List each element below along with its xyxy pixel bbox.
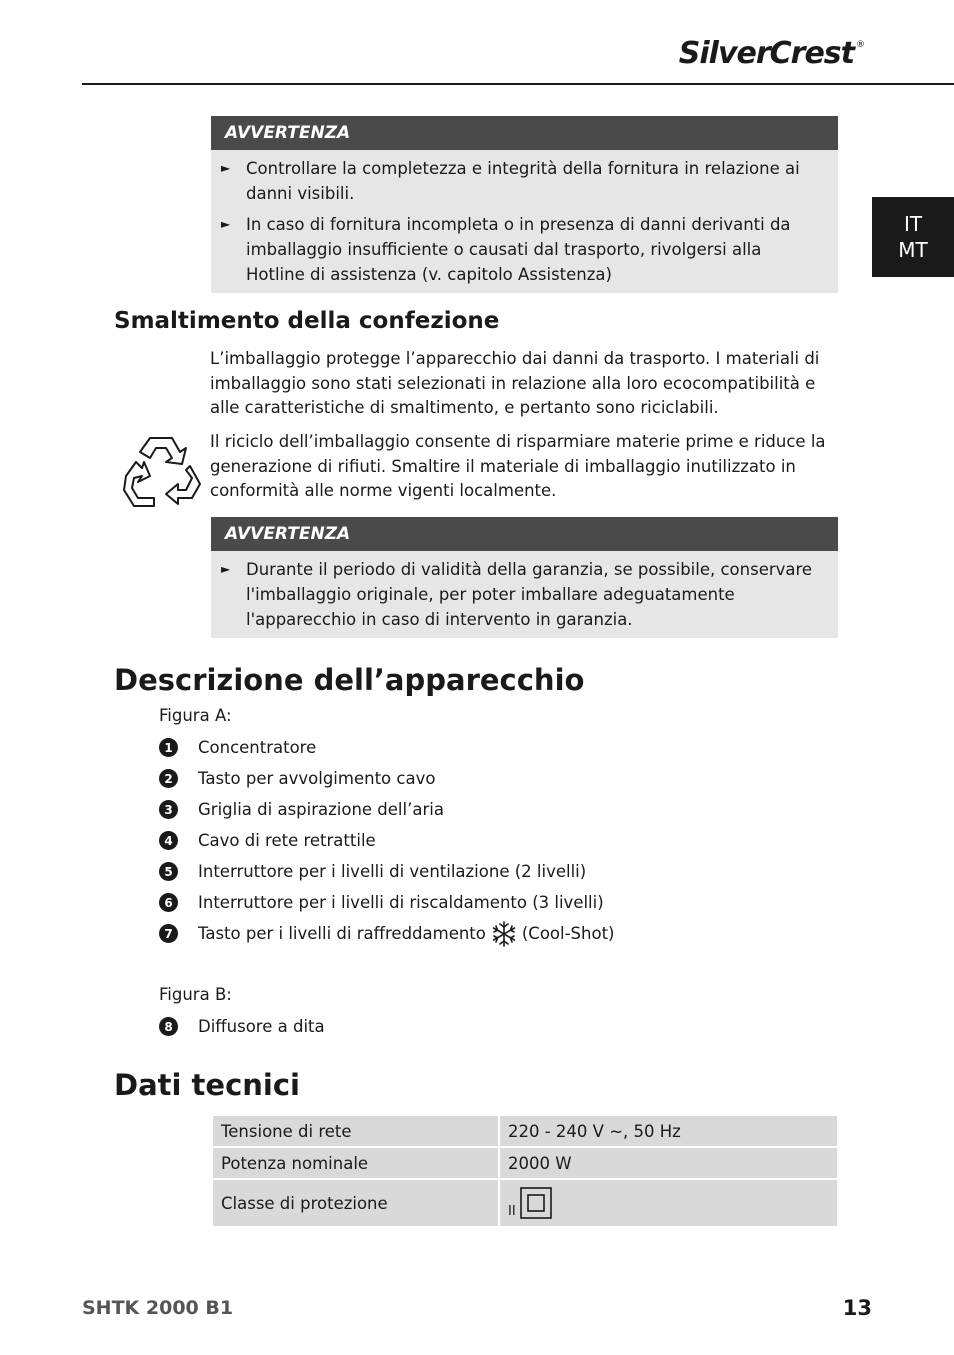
parts-list-a (159, 732, 615, 949)
tech-data-table (211, 1114, 839, 1228)
number-badge: 6 (159, 893, 178, 912)
section-heading-tech: Dati tecnici (114, 1068, 300, 1102)
warning-title: AVVERTENZA (211, 116, 838, 150)
footer-model-number: SHTK 2000 B1 (82, 1297, 234, 1319)
number-badge: 1 (159, 738, 178, 757)
warning-box-warranty (211, 517, 838, 638)
snowflake-icon (491, 921, 517, 947)
table-cell-value (499, 1179, 838, 1227)
language-tab[interactable] (872, 197, 954, 277)
parts-list-b (159, 1011, 325, 1042)
brand-logo: SilverCrest ® (678, 36, 864, 71)
number-badge: 2 (159, 769, 178, 788)
table-cell-value: 220 - 240 V ~, 50 Hz (499, 1115, 838, 1147)
list-item: 6 Interruttore per i livelli di riscaldamento (3 livelli) (159, 887, 615, 918)
arrow-icon: ► (221, 217, 231, 231)
lang-it: IT (903, 212, 923, 236)
list-item: 8 Diffusore a dita (159, 1011, 325, 1042)
list-item: 7 Tasto per i livelli di raffreddamento (Cool-Shot) (159, 918, 615, 949)
section-heading-disposal: Smaltimento della confezione (114, 308, 500, 334)
arrow-icon: ► (221, 562, 231, 576)
warning-item: ► In caso di fornitura incompleta o in presenza di danni derivanti da imballaggio insufficiente o causati dal trasporto, rivolgersi alla Hotline di assistenza (v. capitolo Assistenza) (221, 212, 824, 287)
lang-mt: MT (898, 238, 928, 262)
header-rule (82, 83, 954, 85)
list-item: 4 Cavo di rete retrattile (159, 825, 615, 856)
disposal-paragraph-1: L’imballaggio protegge l’apparecchio dai danni da trasporto. I materiali di imballaggio sono stati selezionati in relazione alla loro ecocompatibilità e alle caratteristiche di smaltimento, e pertanto sono riciclabili. (210, 349, 820, 417)
figure-a-label: Figura A: (159, 706, 232, 725)
warning-box-delivery (211, 116, 838, 293)
list-item: 5 Interruttore per i livelli di ventilazione (2 livelli) (159, 856, 615, 887)
page-number: 13 (842, 1296, 872, 1320)
table-cell-label: Classe di protezione (212, 1179, 499, 1227)
warning-item: ► Durante il periodo di validità della garanzia, se possibile, conservare l'imballaggio originale, per poter imballare adeguatamente l'apparecchio in caso di intervento in garanzia. (221, 557, 824, 632)
arrow-icon: ► (221, 161, 231, 175)
table-cell-value: 2000 W (499, 1147, 838, 1179)
figure-b-label: Figura B: (159, 985, 232, 1004)
number-badge: 5 (159, 862, 178, 881)
list-item: 3 Griglia di aspirazione dell’aria (159, 794, 615, 825)
protection-class-ii-icon (520, 1187, 552, 1219)
list-item: 1 Concentratore (159, 732, 615, 763)
protection-class-text: II (508, 1204, 516, 1219)
table-cell-label: Potenza nominale (212, 1147, 499, 1179)
recycle-icon (120, 432, 204, 512)
disposal-paragraph-2: Il riciclo dell’imballaggio consente di risparmiare materie prime e riduce la generazione di rifiuti. Smaltire il materiale di imballaggio inutilizzato in conformità alle norme vigenti localmente. (210, 432, 826, 500)
list-item: 2 Tasto per avvolgimento cavo (159, 763, 615, 794)
section-heading-description: Descrizione dell’apparecchio (114, 663, 585, 697)
number-badge: 8 (159, 1017, 178, 1036)
table-row (212, 1179, 838, 1227)
table-row (212, 1115, 838, 1147)
table-row (212, 1147, 838, 1179)
number-badge: 3 (159, 800, 178, 819)
warning-title: AVVERTENZA (211, 517, 838, 551)
table-cell-label: Tensione di rete (212, 1115, 499, 1147)
number-badge: 4 (159, 831, 178, 850)
warning-item: ► Controllare la completezza e integrità della fornitura in relazione ai danni visibili. (221, 156, 824, 206)
number-badge: 7 (159, 924, 178, 943)
